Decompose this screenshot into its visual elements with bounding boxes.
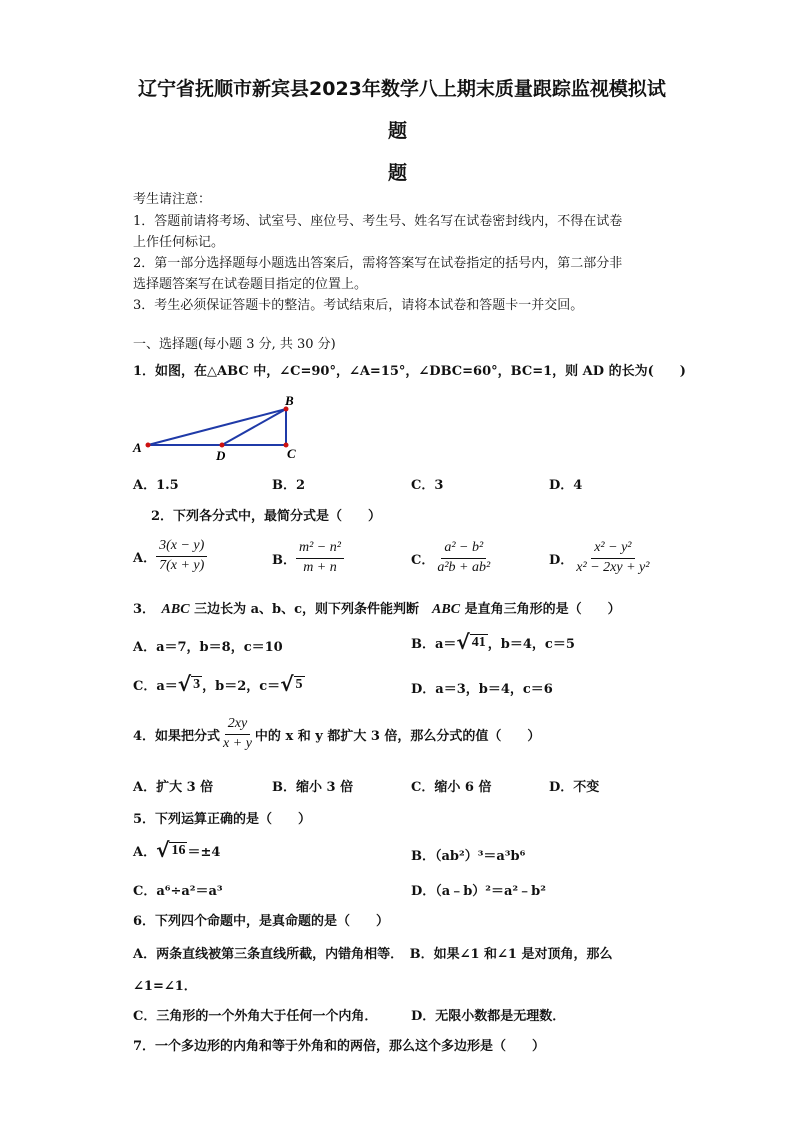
q4-option-b: B．缩小 3 倍 bbox=[272, 780, 354, 795]
q6-options-ab-line-1: A．两条直线被第三条直线所截，内错角相等． B．如果∠1 和∠1 是对顶角，那么 bbox=[133, 947, 613, 962]
q2-option-b-numerator: m² − n² bbox=[296, 540, 344, 559]
label-c: C bbox=[287, 446, 296, 461]
question-7-stem: 7．一个多边形的内角和等于外角和的两倍，那么这个多边形是（ ） bbox=[133, 1039, 546, 1054]
question-1-stem: 1．如图，在△ABC 中，∠C=90°，∠A=15°，∠DBC=60°，BC=1，则 AD 的长为( ) bbox=[133, 364, 686, 379]
q3-stem-middle: 三边长为 a、b、c，则下列条件能判断 bbox=[189, 602, 433, 617]
q4-denominator: x + y bbox=[223, 735, 252, 751]
q3-option-b-prefix: B．a＝ bbox=[411, 636, 457, 652]
q1-option-b: B．2 bbox=[272, 478, 306, 493]
q2-option-b bbox=[272, 540, 344, 577]
question-3-stem bbox=[133, 598, 621, 618]
label-a: A bbox=[133, 440, 142, 455]
question-5-stem: 5．下列运算正确的是（ ） bbox=[133, 812, 312, 827]
q3-stem-suffix: 是直角三角形的是（ ） bbox=[460, 602, 621, 617]
q5-option-c: C．a⁶÷a²＝a³ bbox=[133, 884, 223, 899]
q4-fraction bbox=[220, 716, 255, 753]
q4-numerator: 2xy bbox=[225, 716, 250, 735]
page-title-line1: 辽宁省抚顺市新宾县2023年数学八上期末质量跟踪监视模拟试 bbox=[138, 78, 666, 100]
page-title-line3: 题 bbox=[388, 162, 408, 184]
radical-icon: √ bbox=[280, 672, 294, 696]
q2-option-a-label: A． bbox=[133, 550, 157, 566]
question-4-stem bbox=[133, 716, 540, 753]
q5-option-d: D．（a﹣b）²＝a²﹣b² bbox=[411, 884, 546, 899]
q5-option-a-prefix: A． bbox=[133, 844, 157, 860]
q2-option-d-label: D． bbox=[549, 552, 574, 568]
radical-icon: √ bbox=[456, 630, 470, 654]
q2-option-a-denominator: 7(x + y) bbox=[159, 557, 205, 573]
notice-item-1-line-1: 1．答题前请将考场、试室号、座位号、考生号、姓名写在试卷密封线内，不得在试卷 bbox=[133, 214, 623, 229]
triangle-figure bbox=[128, 392, 308, 462]
q2-option-d-denominator: x² − 2xy + y² bbox=[576, 559, 650, 575]
q4-stem-prefix: 4．如果把分式 bbox=[133, 728, 221, 744]
section-heading: 一、选择题(每小题 3 分, 共 30 分) bbox=[133, 337, 336, 352]
q2-option-b-denominator: m + n bbox=[303, 559, 337, 575]
question-6-stem: 6．下列四个命题中，是真命题的是（ ） bbox=[133, 914, 390, 929]
q3-option-d: D．a＝3，b＝4，c＝6 bbox=[411, 682, 553, 697]
q6-option-d: D．无限小数都是无理数． bbox=[411, 1009, 566, 1024]
q5-option-a-sqrt bbox=[156, 840, 187, 860]
label-d: D bbox=[216, 448, 226, 462]
segment-bd bbox=[222, 409, 286, 445]
question-2-stem: 2．下列各分式中，最简分式是（ ） bbox=[151, 509, 382, 524]
q1-option-c: C．3 bbox=[411, 478, 444, 493]
q2-option-c-denominator: a²b + ab² bbox=[437, 559, 491, 575]
q4-stem-suffix: 中的 x 和 y 都扩大 3 倍，那么分式的值（ ） bbox=[254, 728, 541, 744]
q3-triangle-name-2: ABC bbox=[432, 602, 461, 617]
q4-option-d: D．不变 bbox=[549, 780, 600, 795]
q3-option-a: A．a＝7，b＝8，c＝10 bbox=[133, 640, 283, 655]
q3-option-c-sqrt-1 bbox=[178, 674, 202, 694]
q2-option-c-fraction bbox=[434, 540, 493, 577]
page-title-line2: 题 bbox=[388, 120, 408, 142]
q4-option-c: C．缩小 6 倍 bbox=[411, 780, 492, 795]
q2-option-d bbox=[549, 540, 652, 577]
radical-icon: √ bbox=[156, 838, 170, 862]
notice-item-3: 3．考生必须保证答题卡的整洁。考试结束后，请将本试卷和答题卡一并交回。 bbox=[133, 298, 584, 313]
q5-option-a bbox=[133, 840, 220, 860]
q3-option-b bbox=[411, 632, 575, 652]
segment-ab bbox=[148, 409, 286, 445]
q2-option-c-numerator: a² − b² bbox=[441, 540, 486, 559]
q5-option-a-radicand: 16 bbox=[171, 843, 186, 859]
q3-option-c-prefix: C．a＝ bbox=[133, 678, 178, 694]
q1-option-a: A．1.5 bbox=[133, 478, 179, 493]
q5-option-a-suffix: ＝±4 bbox=[187, 844, 221, 860]
q2-option-a-numerator: 3(x − y) bbox=[156, 538, 207, 557]
q3-stem-prefix: 3． bbox=[133, 602, 162, 617]
q5-option-b: B．（ab²）³＝a³b⁶ bbox=[411, 849, 526, 864]
notice-item-2-line-1: 2．第一部分选择题每小题选出答案后，需将答案写在试卷指定的括号内，第二部分非 bbox=[133, 256, 623, 271]
q2-option-b-fraction bbox=[296, 540, 344, 577]
point-d bbox=[220, 443, 225, 448]
notice-item-2-line-2: 选择题答案写在试卷题目指定的位置上。 bbox=[133, 277, 368, 292]
q3-option-c-middle: ，b＝2，c＝ bbox=[202, 678, 281, 694]
q6-options-ab-line-2: ∠1=∠1． bbox=[133, 979, 197, 994]
q3-option-b-sqrt bbox=[456, 632, 487, 652]
notice-item-1-line-2: 上作任何标记。 bbox=[133, 235, 225, 250]
q4-option-a: A．扩大 3 倍 bbox=[133, 780, 214, 795]
q2-option-b-label: B． bbox=[272, 552, 296, 568]
notice-heading: 考生请注意： bbox=[133, 192, 212, 207]
q3-option-b-suffix: ，b＝4，c＝5 bbox=[487, 636, 575, 652]
q2-option-c-label: C． bbox=[411, 552, 435, 568]
q6-option-c: C．三角形的一个外角大于任何一个内角． bbox=[133, 1009, 378, 1024]
q2-option-a-fraction bbox=[156, 538, 207, 575]
q2-option-d-numerator: x² − y² bbox=[591, 540, 634, 559]
q3-option-c bbox=[133, 674, 305, 694]
q3-option-c-sqrt-2 bbox=[280, 674, 304, 694]
q1-option-d: D．4 bbox=[549, 478, 583, 493]
point-a bbox=[146, 443, 151, 448]
q3-triangle-name-1: ABC bbox=[161, 602, 190, 617]
q2-option-c bbox=[411, 540, 493, 577]
q3-option-b-radicand: 41 bbox=[471, 635, 486, 651]
q2-option-d-fraction bbox=[573, 540, 652, 577]
q3-option-c-radicand-1: 3 bbox=[193, 677, 201, 693]
label-b: B bbox=[285, 393, 294, 408]
radical-icon: √ bbox=[177, 672, 192, 696]
q2-option-a bbox=[133, 538, 207, 575]
q3-option-c-radicand-2: 5 bbox=[295, 677, 303, 693]
